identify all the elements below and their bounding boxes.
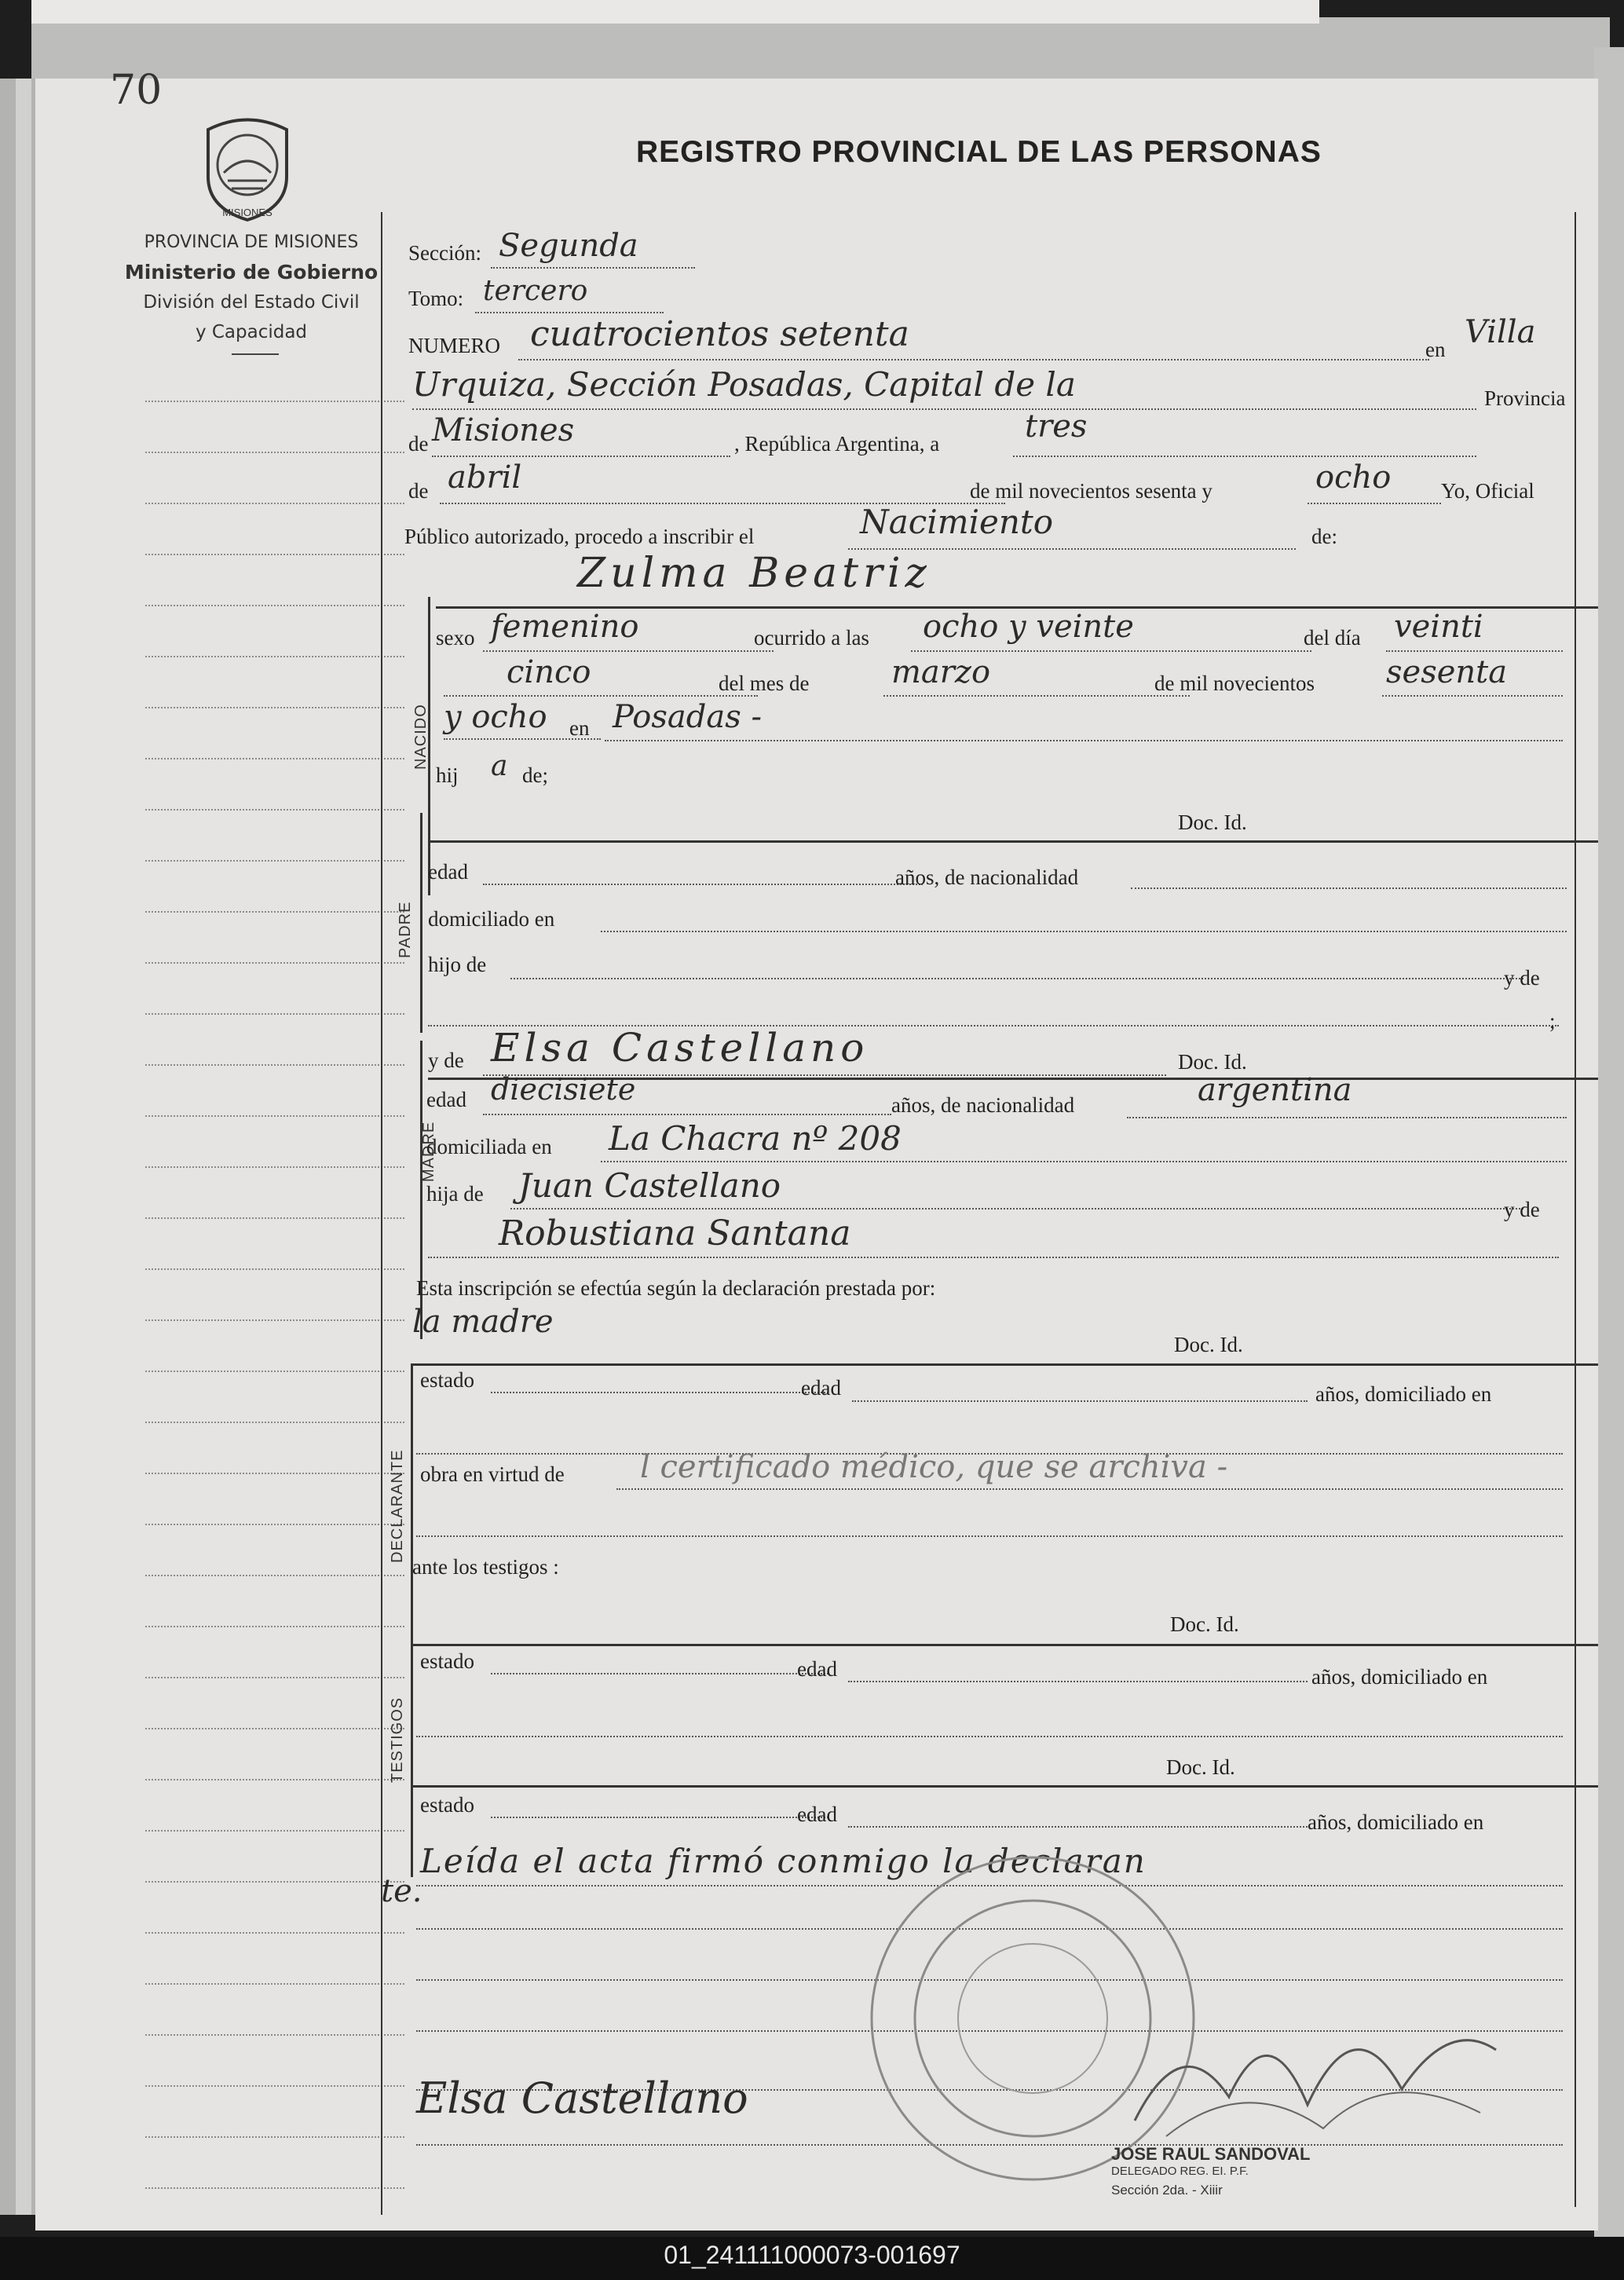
label-inscripcion: Esta inscripción se efectúa según la declaración prestada por: [416, 1276, 936, 1300]
office-division: División del Estado Civil [143, 292, 360, 313]
stamp-line-2: DELEGADO REG. EI. P.F. [1111, 2165, 1249, 2178]
label-seccion: Sección: [408, 241, 481, 265]
label-sexo: sexo [436, 626, 475, 650]
provincial-seal [196, 114, 298, 224]
value-acto: Nacimiento [860, 503, 1054, 541]
label-en: en [1425, 338, 1446, 361]
value-obra: l certificado médico, que se archiva - [640, 1449, 1228, 1485]
value-anio: ocho [1315, 459, 1392, 496]
label-de-2: de [408, 479, 429, 503]
label-obra: obra en virtud de [420, 1462, 565, 1486]
label-tomo: Tomo: [408, 287, 464, 310]
value-sexo: femenino [491, 609, 639, 645]
declarante-label-anos-dom: años, domiciliado en [1315, 1382, 1492, 1406]
madre-domicilio: La Chacra nº 208 [609, 1119, 902, 1158]
label-publico: Público autorizado, procedo a inscribir el [404, 525, 755, 548]
closing-line-1: Leída el acta firmó conmigo la declaran [420, 1842, 1147, 1880]
seal-text: MISIONES [222, 207, 272, 218]
section-label-madre: MADRE [420, 1121, 437, 1182]
testigo1-label-edad: edad [797, 1657, 837, 1681]
bracket-testigos [411, 1594, 413, 1877]
declarante-label-edad: edad [801, 1376, 841, 1400]
signature-mother: Elsa Castellano [416, 2073, 748, 2123]
section-label-declarante: DECLARANTE [389, 1449, 406, 1563]
testigo2-doc-id: Doc. Id. [1166, 1755, 1235, 1779]
page-title: REGISTRO PROVINCIAL DE LAS PERSONAS [636, 135, 1322, 169]
madre-label-y-de-2: y de [1504, 1198, 1540, 1221]
stamp-block [1111, 2144, 1310, 2198]
label-del-dia: del día [1304, 626, 1361, 650]
book-edge-top [31, 17, 1610, 80]
madre-label-y-de: y de [428, 1049, 464, 1072]
padre-label-hijo-de: hijo de [428, 953, 487, 976]
footer-image-id: 01_241111000073-001697 [664, 2241, 960, 2269]
bracket-padre [420, 813, 422, 1033]
value-lugar-nac: Posadas - [613, 699, 762, 735]
back-page [31, 0, 1319, 24]
madre-padre: Juan Castellano [518, 1166, 781, 1205]
label-de-colon: de: [1311, 525, 1337, 548]
declarante-label-estado: estado [420, 1368, 474, 1392]
value-dia: tres [1025, 408, 1088, 445]
value-dia-nac-1: veinti [1394, 609, 1483, 645]
value-anio-nac-1: sesenta [1386, 654, 1508, 690]
section-label-padre: PADRE [397, 901, 414, 958]
testigo1-doc-id: Doc. Id. [1170, 1612, 1239, 1636]
testigo1-label-estado: estado [420, 1649, 474, 1673]
office-divider [232, 353, 279, 355]
main-vertical-rule [381, 212, 382, 2215]
right-vertical-rule [1575, 212, 1576, 2207]
value-seccion: Segunda [499, 228, 638, 264]
value-numero: cuatrocientos setenta [530, 314, 909, 354]
value-dia-nac-2: cinco [507, 654, 591, 690]
book-edge-left-inner [16, 79, 31, 2215]
value-lugar: Urquiza, Sección Posadas, Capital de la [412, 365, 1076, 404]
value-nombre: Zulma Beatriz [577, 550, 931, 597]
label-del-mes: del mes de [719, 672, 810, 695]
rule-testigo2-top [412, 1785, 1598, 1788]
madre-label-domiciliada: domiciliada en [426, 1135, 552, 1158]
rule-padre-top [428, 840, 1598, 843]
testigo2-label-estado: estado [420, 1793, 474, 1817]
label-de-mil: de mil novecientos sesenta y [970, 479, 1213, 503]
madre-label-hija-de: hija de [426, 1182, 484, 1206]
office-ministry: Ministerio de Gobierno [124, 261, 379, 284]
label-hij: hij [436, 763, 459, 787]
testigo1-label-anos-dom: años, domiciliado en [1311, 1665, 1488, 1689]
padre-label-anos-nac: años, de nacionalidad [895, 866, 1079, 889]
section-label-testigos: TESTIGOS [389, 1696, 406, 1783]
value-hora: ocho y veinte [923, 609, 1134, 645]
label-de-1: de [408, 432, 429, 456]
rule-declarante-top [412, 1363, 1598, 1366]
book-edge-right [1594, 47, 1624, 2246]
bracket-declarante [411, 1363, 413, 1630]
padre-semicolon: ; [1549, 1009, 1556, 1033]
label-ocurrido: ocurrido a las [754, 626, 869, 650]
value-hij-suffix: a [491, 750, 508, 782]
label-de-mil-nov: de mil novecientos [1154, 672, 1315, 695]
madre-madre: Robustiana Santana [499, 1213, 851, 1253]
section-label-nacido: NACIDO [412, 704, 430, 770]
madre-label-anos-nac: años, de nacionalidad [891, 1093, 1075, 1117]
declarante-nombre: la madre [412, 1304, 554, 1340]
padre-label-domiciliado: domiciliado en [428, 907, 555, 931]
document-page [35, 67, 1598, 2231]
office-province: PROVINCIA DE MISIONES [144, 232, 359, 252]
stamp-line-3: Sección 2da. - Xiiir [1111, 2183, 1223, 2198]
value-anio-nac-2: y ocho [444, 699, 547, 735]
padre-label-edad: edad [428, 860, 468, 884]
value-tomo: tercero [483, 275, 588, 307]
label-republica: , República Argentina, a [734, 432, 940, 456]
office-block [98, 228, 404, 347]
rule-testigo1-top [412, 1644, 1598, 1646]
madre-label-edad: edad [426, 1088, 466, 1111]
page-number: 70 [110, 67, 163, 114]
padre-doc-id: Doc. Id. [1178, 811, 1247, 834]
declarante-doc-id: Doc. Id. [1174, 1333, 1243, 1356]
madre-doc-id: Doc. Id. [1178, 1050, 1247, 1074]
label-provincia: Provincia [1484, 386, 1566, 410]
stamp-name: JOSE RAUL SANDOVAL [1111, 2144, 1311, 2164]
value-en: Villa [1465, 314, 1536, 350]
office-capacity: y Capacidad [195, 322, 308, 342]
madre-nacionalidad: argentina [1198, 1072, 1352, 1108]
value-mes: abril [448, 459, 522, 496]
value-provincia: Misiones [432, 412, 575, 448]
label-de-semicolon: de; [522, 763, 548, 787]
label-ante: ante los testigos : [412, 1555, 559, 1579]
testigo2-label-anos-dom: años, domiciliado en [1308, 1810, 1484, 1834]
value-mes-nac: marzo [891, 654, 991, 690]
label-numero: NUMERO [408, 334, 501, 357]
label-en-lugar: en [569, 716, 590, 740]
closing-line-2: te. [381, 1873, 422, 1909]
testigo2-label-edad: edad [797, 1802, 837, 1826]
madre-edad: diecisiete [491, 1072, 636, 1107]
label-yo-oficial: Yo, Oficial [1441, 479, 1534, 503]
official-signature-scribble [1119, 1979, 1512, 2152]
padre-label-y-de: y de [1504, 966, 1540, 990]
madre-nombre: Elsa Castellano [491, 1025, 869, 1070]
